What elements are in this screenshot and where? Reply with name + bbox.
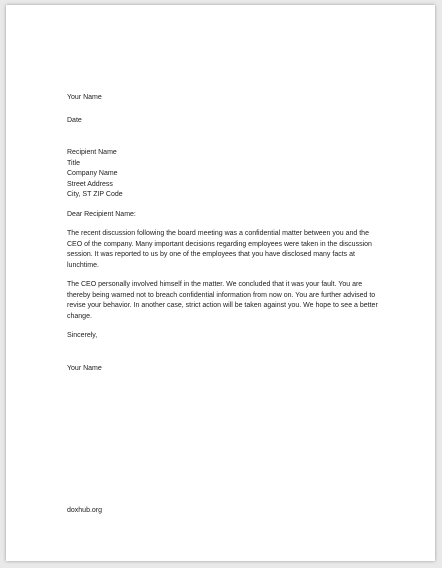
footer-site: doxhub.org xyxy=(67,507,103,514)
body-paragraph-1: The recent discussion following the board meeting was a confidential matter between you and the CEO of the company. Many important decisions regarding employees were taken in the discussion session. It was reported to us by one of the employees that you have disclosed many facts at lunchtime. xyxy=(67,230,372,269)
recipient-title: Title xyxy=(67,159,80,167)
recipient-city: City, ST ZIP Code xyxy=(67,191,123,198)
recipient-street: Street Address xyxy=(67,180,113,188)
recipient-name: Recipient Name xyxy=(67,149,117,156)
recipient-company: Company Name xyxy=(67,170,118,177)
salutation: Dear Recipient Name: xyxy=(67,210,136,218)
recipient-address xyxy=(67,148,382,201)
letter-date: Date xyxy=(67,116,82,124)
sender-name: Your Name xyxy=(67,94,102,101)
signature-name: Your Name xyxy=(67,364,102,372)
closing: Sincerely, xyxy=(67,332,98,339)
letter-content xyxy=(67,93,382,374)
body-paragraph-2: The CEO personally involved himself in the matter. We concluded that it was your fault. You are thereby being warned not to breach confidential information from now on. You are further advised to revise your behavior. In another case, strict action will be taken against you. We hope to see a better change. xyxy=(67,281,378,320)
letter-page xyxy=(6,5,435,561)
